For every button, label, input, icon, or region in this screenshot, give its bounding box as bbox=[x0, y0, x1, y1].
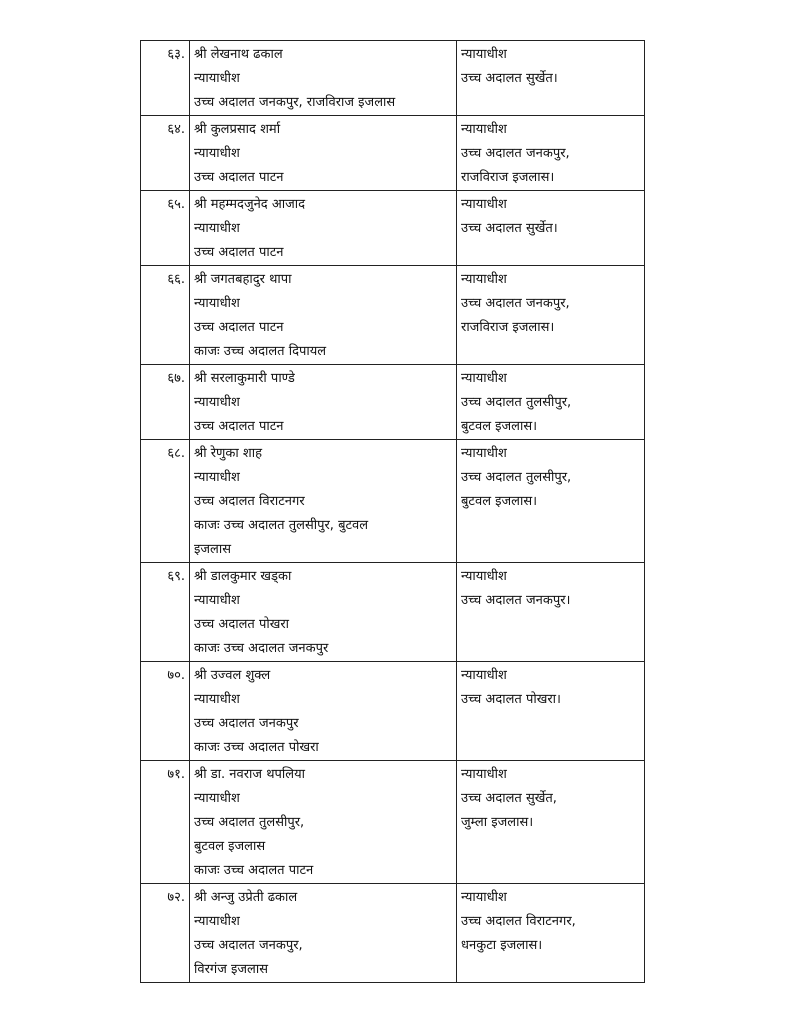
current-posting-line: उच्च अदालत पाटन bbox=[194, 245, 284, 260]
new-posting-line: उच्च अदालत जनकपुर। bbox=[461, 593, 571, 608]
current-posting-cell bbox=[190, 41, 457, 116]
new-posting-line: न्यायाधीश bbox=[461, 47, 507, 62]
current-posting-cell bbox=[190, 662, 457, 761]
table-row bbox=[141, 365, 645, 440]
current-posting-line: उच्च अदालत पाटन bbox=[194, 320, 284, 335]
new-posting-cell bbox=[457, 365, 645, 440]
new-posting-cell bbox=[457, 266, 645, 365]
current-posting-line: बुटवल इजलास bbox=[194, 839, 266, 854]
serial-number: ६५. bbox=[141, 191, 190, 266]
current-posting-line: न्यायाधीश bbox=[194, 593, 240, 608]
judge-name: श्री डालकुमार खड्का bbox=[194, 569, 292, 584]
table-row bbox=[141, 266, 645, 365]
current-posting-cell bbox=[190, 884, 457, 983]
current-posting-line: न्यायाधीश bbox=[194, 791, 240, 806]
current-posting-cell bbox=[190, 440, 457, 563]
serial-number: ६८. bbox=[141, 440, 190, 563]
new-posting-line: राजविराज इजलास। bbox=[461, 170, 555, 185]
judge-transfer-table bbox=[140, 40, 645, 983]
current-posting-cell bbox=[190, 116, 457, 191]
current-posting-line: काजः उच्च अदालत तुलसीपुर, बुटवल bbox=[194, 518, 369, 533]
new-posting-line: उच्च अदालत सुर्खेत, bbox=[461, 791, 557, 806]
serial-number: ७०. bbox=[141, 662, 190, 761]
table-row bbox=[141, 884, 645, 983]
new-posting-line: उच्च अदालत जनकपुर, bbox=[461, 296, 570, 311]
new-posting-line: उच्च अदालत जनकपुर, bbox=[461, 146, 570, 161]
new-posting-cell bbox=[457, 191, 645, 266]
table-body bbox=[141, 41, 645, 983]
table-row bbox=[141, 440, 645, 563]
new-posting-cell bbox=[457, 884, 645, 983]
table-row bbox=[141, 191, 645, 266]
current-posting-cell bbox=[190, 761, 457, 884]
new-posting-line: न्यायाधीश bbox=[461, 767, 507, 782]
new-posting-cell bbox=[457, 563, 645, 662]
serial-number: ६९. bbox=[141, 563, 190, 662]
new-posting-line: उच्च अदालत तुलसीपुर, bbox=[461, 470, 572, 485]
serial-number: ६४. bbox=[141, 116, 190, 191]
new-posting-line: न्यायाधीश bbox=[461, 890, 507, 905]
table-row bbox=[141, 116, 645, 191]
new-posting-line: न्यायाधीश bbox=[461, 668, 507, 683]
new-posting-line: धनकुटा इजलास। bbox=[461, 938, 543, 953]
new-posting-line: उच्च अदालत विराटनगर, bbox=[461, 914, 576, 929]
new-posting-cell bbox=[457, 761, 645, 884]
current-posting-line: न्यायाधीश bbox=[194, 395, 240, 410]
new-posting-cell bbox=[457, 662, 645, 761]
new-posting-line: न्यायाधीश bbox=[461, 569, 507, 584]
current-posting-line: उच्च अदालत जनकपुर, राजविराज इजलास bbox=[194, 95, 396, 110]
judge-name: श्री महम्मदजुनेद आजाद bbox=[194, 197, 306, 212]
judge-name: श्री रेणुका शाह bbox=[194, 446, 263, 461]
new-posting-line: बुटवल इजलास। bbox=[461, 494, 538, 509]
current-posting-cell bbox=[190, 266, 457, 365]
new-posting-line: न्यायाधीश bbox=[461, 446, 507, 461]
table-row bbox=[141, 761, 645, 884]
judge-name: श्री लेखनाथ ढकाल bbox=[194, 47, 283, 62]
table-row bbox=[141, 662, 645, 761]
new-posting-line: न्यायाधीश bbox=[461, 122, 507, 137]
judge-name: श्री डा. नवराज थपलिया bbox=[194, 767, 305, 782]
serial-number: ७२. bbox=[141, 884, 190, 983]
new-posting-line: बुटवल इजलास। bbox=[461, 419, 538, 434]
current-posting-line: इजलास bbox=[194, 542, 231, 557]
judge-name: श्री कुलप्रसाद शर्मा bbox=[194, 122, 281, 137]
judge-name: श्री सरलाकुमारी पाण्डे bbox=[194, 371, 295, 386]
new-posting-line: न्यायाधीश bbox=[461, 272, 507, 287]
current-posting-line: उच्च अदालत तुलसीपुर, bbox=[194, 815, 305, 830]
current-posting-line: न्यायाधीश bbox=[194, 146, 240, 161]
new-posting-line: राजविराज इजलास। bbox=[461, 320, 555, 335]
judge-name: श्री अन्जु उप्रेती ढकाल bbox=[194, 890, 298, 905]
current-posting-line: उच्च अदालत विराटनगर bbox=[194, 494, 305, 509]
current-posting-line: उच्च अदालत पाटन bbox=[194, 419, 284, 434]
current-posting-line: न्यायाधीश bbox=[194, 914, 240, 929]
current-posting-line: विरगंज इजलास bbox=[194, 962, 269, 977]
new-posting-cell bbox=[457, 41, 645, 116]
current-posting-line: उच्च अदालत पोखरा bbox=[194, 617, 290, 632]
new-posting-line: उच्च अदालत तुलसीपुर, bbox=[461, 395, 572, 410]
current-posting-cell bbox=[190, 191, 457, 266]
new-posting-line: उच्च अदालत पोखरा। bbox=[461, 692, 561, 707]
current-posting-line: न्यायाधीश bbox=[194, 692, 240, 707]
new-posting-line: न्यायाधीश bbox=[461, 197, 507, 212]
judge-name: श्री उज्वल शुक्ल bbox=[194, 668, 271, 683]
serial-number: ६३. bbox=[141, 41, 190, 116]
table-row bbox=[141, 563, 645, 662]
serial-number: ६६. bbox=[141, 266, 190, 365]
current-posting-line: न्यायाधीश bbox=[194, 296, 240, 311]
current-posting-cell bbox=[190, 365, 457, 440]
current-posting-line: काजः उच्च अदालत दिपायल bbox=[194, 344, 327, 359]
current-posting-line: उच्च अदालत पाटन bbox=[194, 170, 284, 185]
table-row bbox=[141, 41, 645, 116]
current-posting-cell bbox=[190, 563, 457, 662]
current-posting-line: काजः उच्च अदालत पोखरा bbox=[194, 740, 319, 755]
serial-number: ७१. bbox=[141, 761, 190, 884]
new-posting-line: न्यायाधीश bbox=[461, 371, 507, 386]
new-posting-line: जुम्ला इजलास। bbox=[461, 815, 534, 830]
current-posting-line: न्यायाधीश bbox=[194, 221, 240, 236]
new-posting-cell bbox=[457, 440, 645, 563]
current-posting-line: उच्च अदालत जनकपुर, bbox=[194, 938, 303, 953]
serial-number: ६७. bbox=[141, 365, 190, 440]
new-posting-cell bbox=[457, 116, 645, 191]
new-posting-line: उच्च अदालत सुर्खेत। bbox=[461, 71, 558, 86]
new-posting-line: उच्च अदालत सुर्खेत। bbox=[461, 221, 558, 236]
current-posting-line: काजः उच्च अदालत जनकपुर bbox=[194, 641, 329, 656]
judge-name: श्री जगतबहादुर थापा bbox=[194, 272, 292, 287]
current-posting-line: काजः उच्च अदालत पाटन bbox=[194, 863, 314, 878]
current-posting-line: न्यायाधीश bbox=[194, 470, 240, 485]
current-posting-line: उच्च अदालत जनकपुर bbox=[194, 716, 299, 731]
current-posting-line: न्यायाधीश bbox=[194, 71, 240, 86]
